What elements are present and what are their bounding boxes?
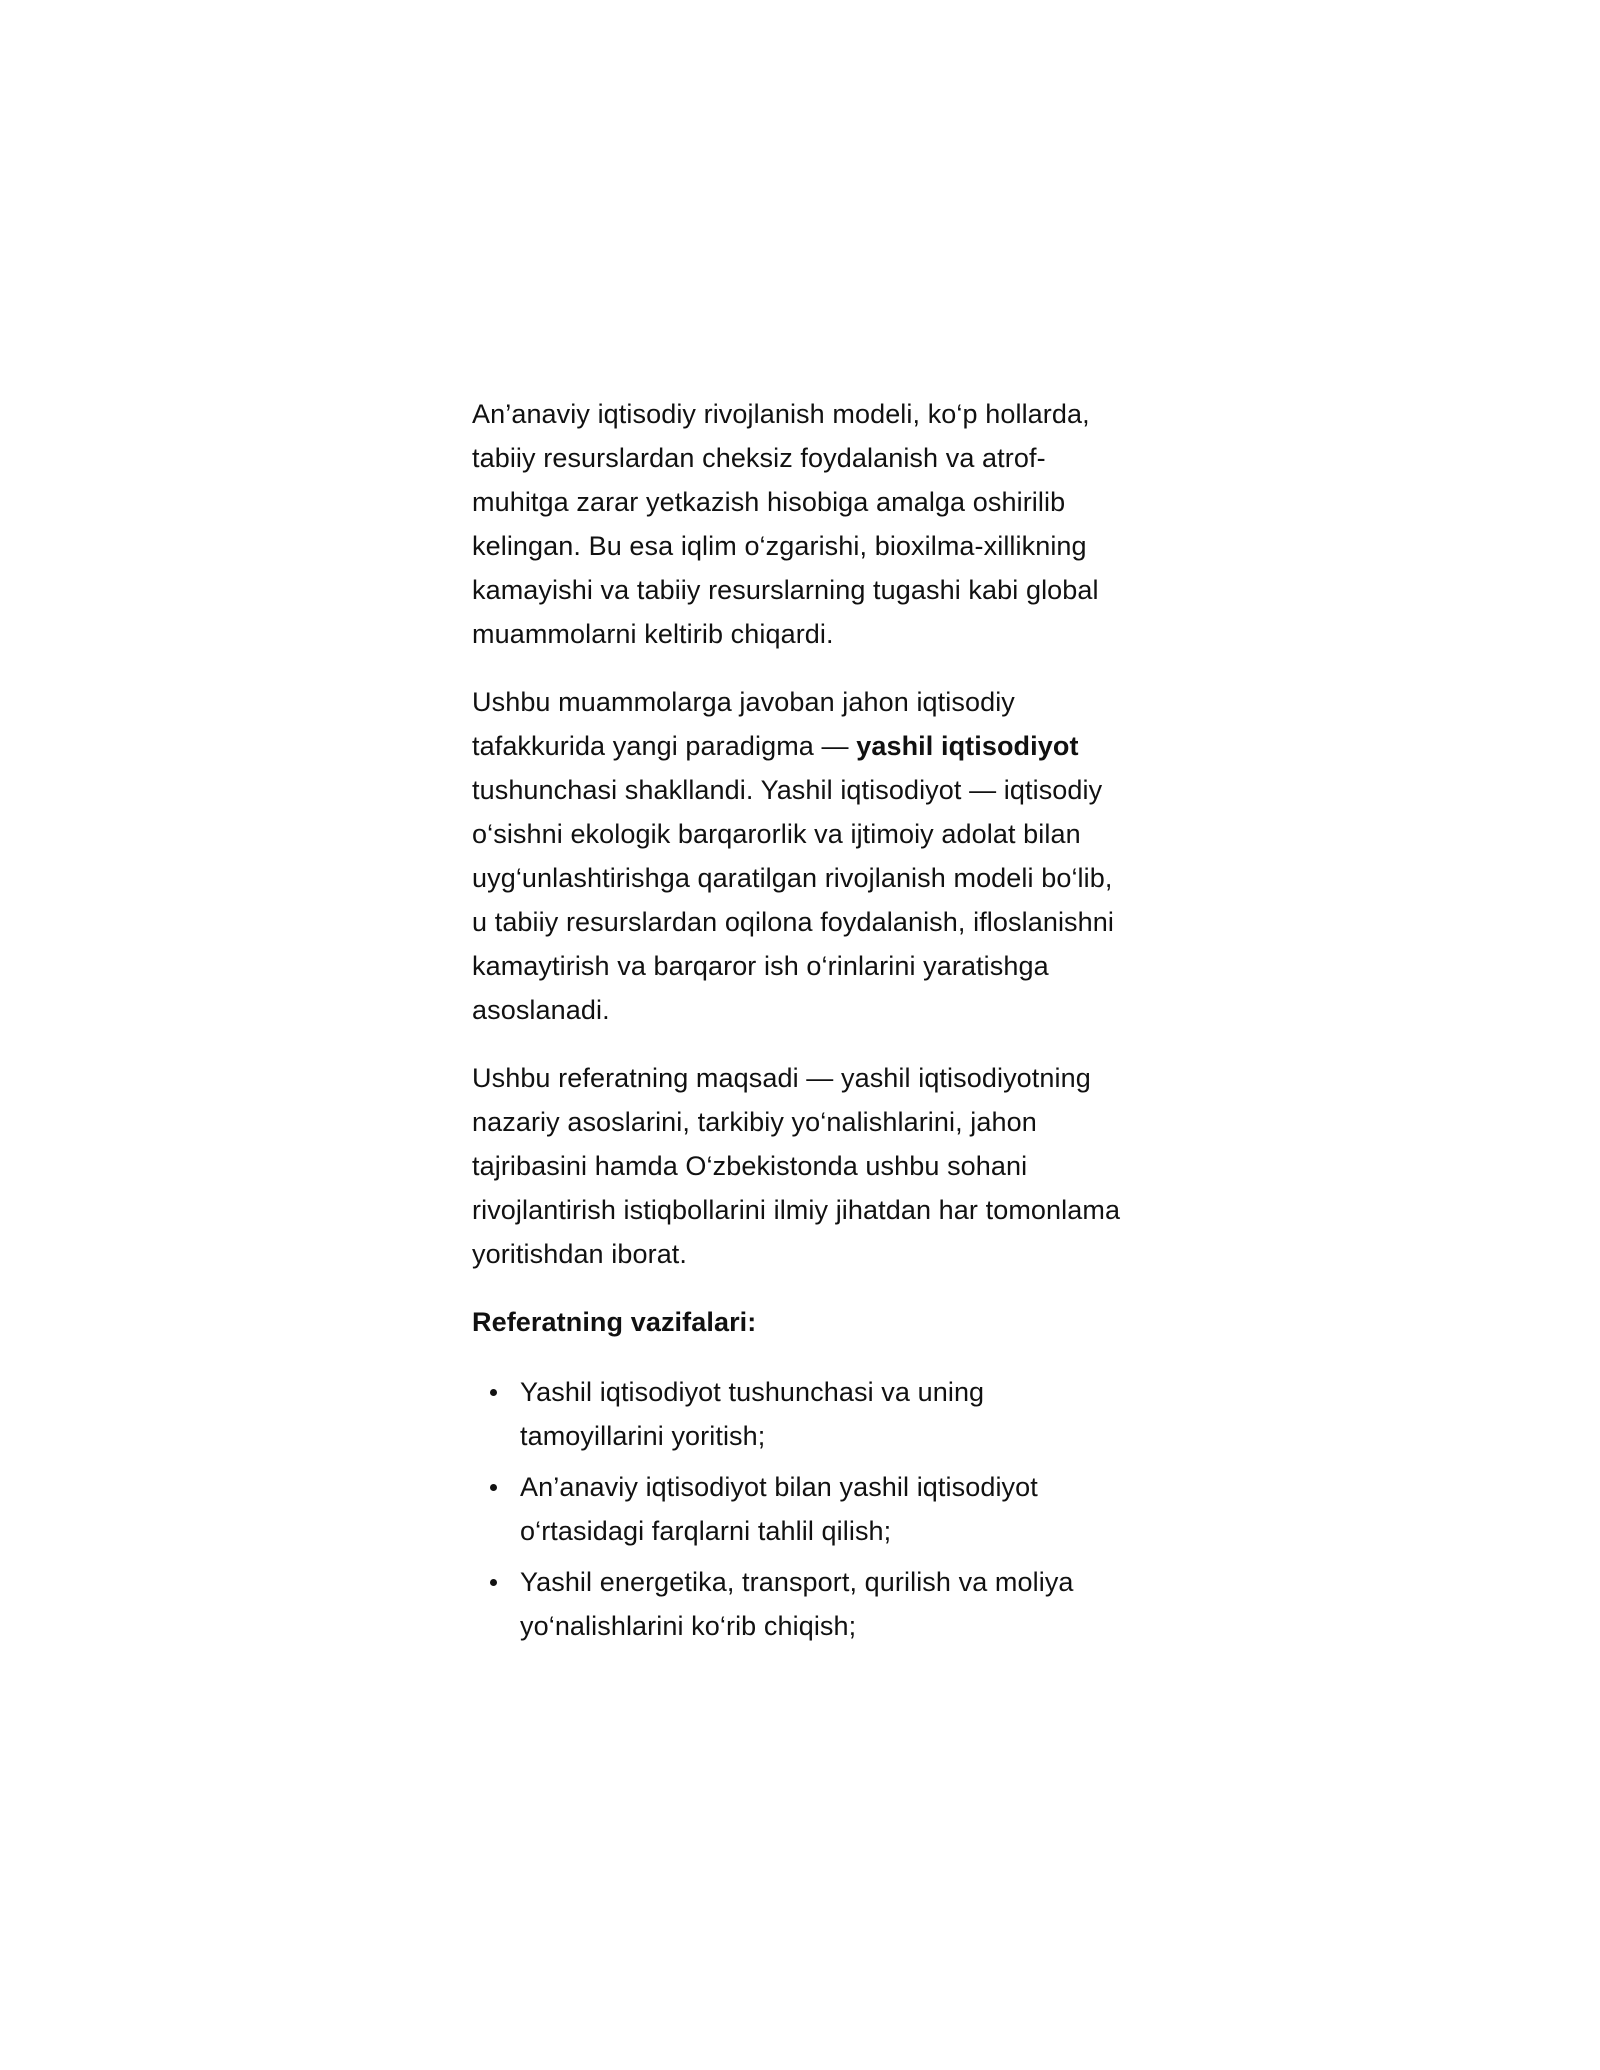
- list-item: An’anaviy iqtisodiyot bilan yashil iqtisodiyot o‘rtasidagi farqlarni tahlil qilish;: [472, 1465, 1132, 1553]
- tasks-list: [472, 1370, 1132, 1648]
- paragraph-text-before: Ushbu muammolarga javoban jahon iqtisodiy tafakkurida yangi paradigma —: [472, 687, 1015, 761]
- list-item: Yashil energetika, transport, qurilish va moliya yo‘nalishlarini ko‘rib chiqish;: [472, 1560, 1132, 1648]
- paragraph-purpose: Ushbu referatning maqsadi — yashil iqtisodiyotning nazariy asoslarini, tarkibiy yo‘nalishlarini, jahon tajribasini hamda O‘zbekistonda ushbu sohani rivojlantirish istiqbollarini ilmiy jihatdan har tomonlama yoritishdan iborat.: [472, 1063, 1121, 1269]
- paragraph-text-after: tushunchasi shakllandi. Yashil iqtisodiyot — iqtisodiy o‘sishni ekologik barqarorlik va ijtimoiy adolat bilan uyg‘unlashtirishga qaratilgan rivojlanish modeli bo‘lib, u tabiiy resurslardan oqilona foydalanish, ifloslanishni kamaytirish va barqaror ish o‘rinlarini yaratishga asoslanadi.: [472, 775, 1114, 1025]
- paragraph-green-economy: [472, 680, 1132, 1032]
- paragraph-intro: An’anaviy iqtisodiy rivojlanish modeli, ko‘p hollarda, tabiiy resurslardan cheksiz foydalanish va atrof-muhitga zarar yetkazish hisobiga amalga oshirilib kelingan. Bu esa iqlim o‘zgarishi, bioxilma-xillikning kamayishi va tabiiy resurslarning tugashi kabi global muammolarni keltirib chiqardi.: [472, 399, 1099, 649]
- list-item: Yashil iqtisodiyot tushunchasi va uning tamoyillarini yoritish;: [472, 1370, 1132, 1458]
- document-body: [472, 392, 1132, 1655]
- bold-term: yashil iqtisodiyot: [856, 731, 1079, 761]
- tasks-heading: Referatning vazifalari:: [472, 1307, 757, 1337]
